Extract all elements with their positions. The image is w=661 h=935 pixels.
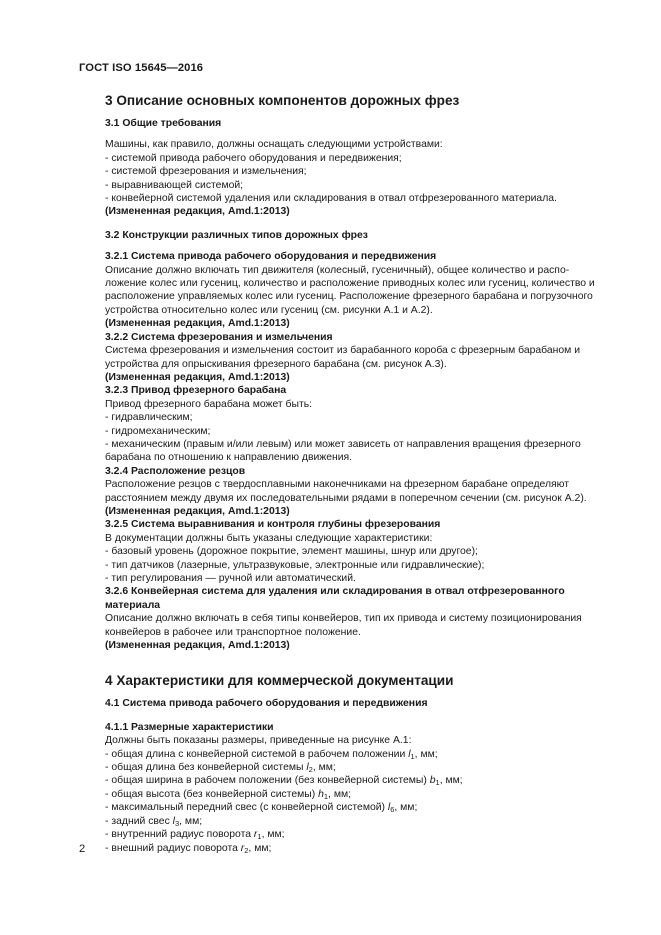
dimension-item — [105, 828, 615, 841]
dimension-item — [105, 748, 615, 761]
unit: , мм; — [394, 802, 418, 814]
unit: , мм; — [414, 748, 438, 760]
amendment-note: (Измененная редакция, Amd.1:2013) — [105, 206, 290, 218]
list-item: - конвейерной системой удаления или складирования в отвал отфрезерованного материала. — [105, 192, 615, 205]
subscript: 1 — [323, 791, 329, 801]
list-item: - системой привода рабочего оборудования и передвижения; — [105, 152, 615, 165]
paragraph: Должны быть показаны размеры, приведенные на рисунке А.1: — [105, 735, 412, 747]
section-4-1-title: 4.1 Система привода рабочего оборудования и передвижения — [105, 698, 428, 710]
section-4-title: 4 Характеристики для коммерческой документации — [105, 673, 454, 689]
page-content — [105, 92, 615, 855]
symbol: l — [387, 802, 391, 814]
subscript: 1 — [257, 832, 262, 842]
symbol: l — [408, 748, 411, 760]
unit: , мм; — [312, 762, 336, 774]
symbol: l — [306, 762, 309, 774]
amendment-note: (Измененная редакция, Amd.1:2013) — [105, 640, 290, 652]
list-item: - гидравлическим; — [105, 411, 615, 424]
paragraph: Машины, как правило, должны оснащать следующими устройствами: — [105, 139, 443, 151]
paragraph-line: расположение управляемых колес или гусениц. Расположение фрезерного барабана и погрузочного — [105, 291, 593, 303]
symbol: h — [318, 788, 324, 800]
amendment-note: (Измененная редакция, Amd.1:2013) — [105, 505, 290, 517]
section-3-2-4-title: 3.2.4 Расположение резцов — [105, 465, 246, 477]
page-number: 2 — [79, 843, 86, 855]
list-item: - тип датчиков (лазерные, ультразвуковые, электронные или гидравлические); — [105, 559, 615, 572]
list-item: - системой фрезерования и измельчения; — [105, 165, 615, 178]
item-text: общая ширина в рабочем положении (без конвейерной системы) — [111, 775, 430, 787]
subscript: 1 — [410, 751, 415, 761]
dimension-item — [105, 801, 615, 814]
section-3-2-1-title: 3.2.1 Система привода рабочего оборудования и передвижения — [105, 251, 437, 263]
paragraph: Привод фрезерного барабана может быть: — [105, 398, 313, 410]
section-3-2-6-title-cont: материала — [105, 599, 161, 611]
list-item: - гидромеханическим; — [105, 425, 615, 438]
unit: , мм; — [261, 829, 285, 841]
symbol: r — [240, 842, 245, 854]
item-text: максимальный передний свес (с конвейерной системой) — [111, 802, 388, 814]
paragraph-line: Система фрезерования и измельчения состоит из барабанного короба с фрезерным барабаном и — [105, 345, 581, 357]
paragraph-line: ложение колес или гусениц, количество и расположение приводных колес или гусениц, количество и — [105, 278, 595, 290]
amendment-note: (Измененная редакция, Amd.1:2013) — [105, 318, 290, 330]
paragraph-line: Описание должно включать тип движителя (колесный, гусеничный), общее количество и распо- — [105, 264, 570, 276]
item-text: внутренний радиус поворота — [111, 829, 254, 841]
item-text: общая длина без конвейерной системы — [111, 762, 307, 774]
item-text: внешний радиус поворота — [111, 842, 241, 854]
section-3-1-title: 3.1 Общие требования — [105, 118, 222, 129]
unit: , мм; — [328, 788, 351, 800]
list-item: - выравнивающей системой; — [105, 179, 615, 192]
symbol: r — [253, 829, 258, 841]
list-item: - тип регулирования — ручной или автоматический. — [105, 572, 615, 585]
item-text: общая длина с конвейерной системой в рабочем положении — [111, 748, 409, 760]
subscript: 1 — [435, 778, 440, 788]
subscript: 6 — [390, 805, 395, 815]
paragraph-line: расстоянием между двумя их последовательными рядами в поперечном сечении (см. рисунок А.2). — [105, 492, 587, 504]
subscript: 2 — [244, 845, 249, 855]
amendment-note: (Измененная редакция, Amd.1:2013) — [105, 371, 290, 383]
section-3-2-6-title: 3.2.6 Конвейерная система для удаления или складирования в отвал отфрезерованного — [105, 586, 565, 598]
item-text: общая высота (без конвейерной системы) — [111, 788, 319, 800]
section-3-2-3-title: 3.2.3 Привод фрезерного барабана — [105, 385, 287, 397]
section-3-2-2-title: 3.2.2 Система фрезерования и измельчения — [105, 331, 333, 343]
list-item-continuation: барабана по отношению к направлению движения. — [105, 452, 353, 464]
subscript: 2 — [308, 765, 313, 775]
unit: , мм; — [179, 815, 203, 827]
paragraph: В документации должны быть указаны следующие характеристики: — [105, 532, 433, 544]
unit: , мм; — [439, 775, 463, 787]
dimension-item — [105, 788, 615, 801]
dimension-item — [105, 761, 615, 774]
dimension-item — [105, 774, 615, 787]
list-item: - базовый уровень (дорожное покрытие, элемент машины, шнур или другое); — [105, 545, 615, 558]
symbol: b — [429, 775, 436, 787]
document-header: ГОСТ ISO 15645—2016 — [79, 62, 204, 74]
dimension-item — [105, 815, 615, 828]
section-3-2-5-title: 3.2.5 Система выравнивания и контроля глубины фрезерования — [105, 519, 441, 531]
unit: , мм; — [248, 842, 272, 854]
section-3-2-title: 3.2 Конструкции различных типов дорожных фрез — [105, 229, 368, 241]
item-text: задний свес — [111, 815, 173, 827]
paragraph-line: устройства относительно колес или гусениц (см. рисунки А.1 и А.2). — [105, 304, 433, 316]
paragraph-line: Описание должно включать в себя типы конвейеров, тип их привода и систему позиционирования — [105, 613, 582, 625]
subscript: 3 — [174, 818, 180, 828]
section-4-1-1-title: 4.1.1 Размерные характеристики — [105, 721, 274, 733]
symbol: l — [172, 815, 175, 827]
paragraph-line: устройства для опрыскивания фрезерного барабана (см. рисунок А.3). — [105, 358, 447, 370]
dimension-item — [105, 842, 615, 855]
section-3-title: 3 Описание основных компонентов дорожных фрез — [105, 93, 460, 108]
paragraph-line: конвейеров в рабочее или транспортное положение. — [105, 626, 361, 638]
paragraph-line: Расположение резцов с твердосплавными наконечниками на фрезерном барабане определяют — [105, 479, 569, 491]
list-item: - механическим (правым и/или левым) или может зависеть от направления вращения фрезерного — [105, 438, 615, 451]
